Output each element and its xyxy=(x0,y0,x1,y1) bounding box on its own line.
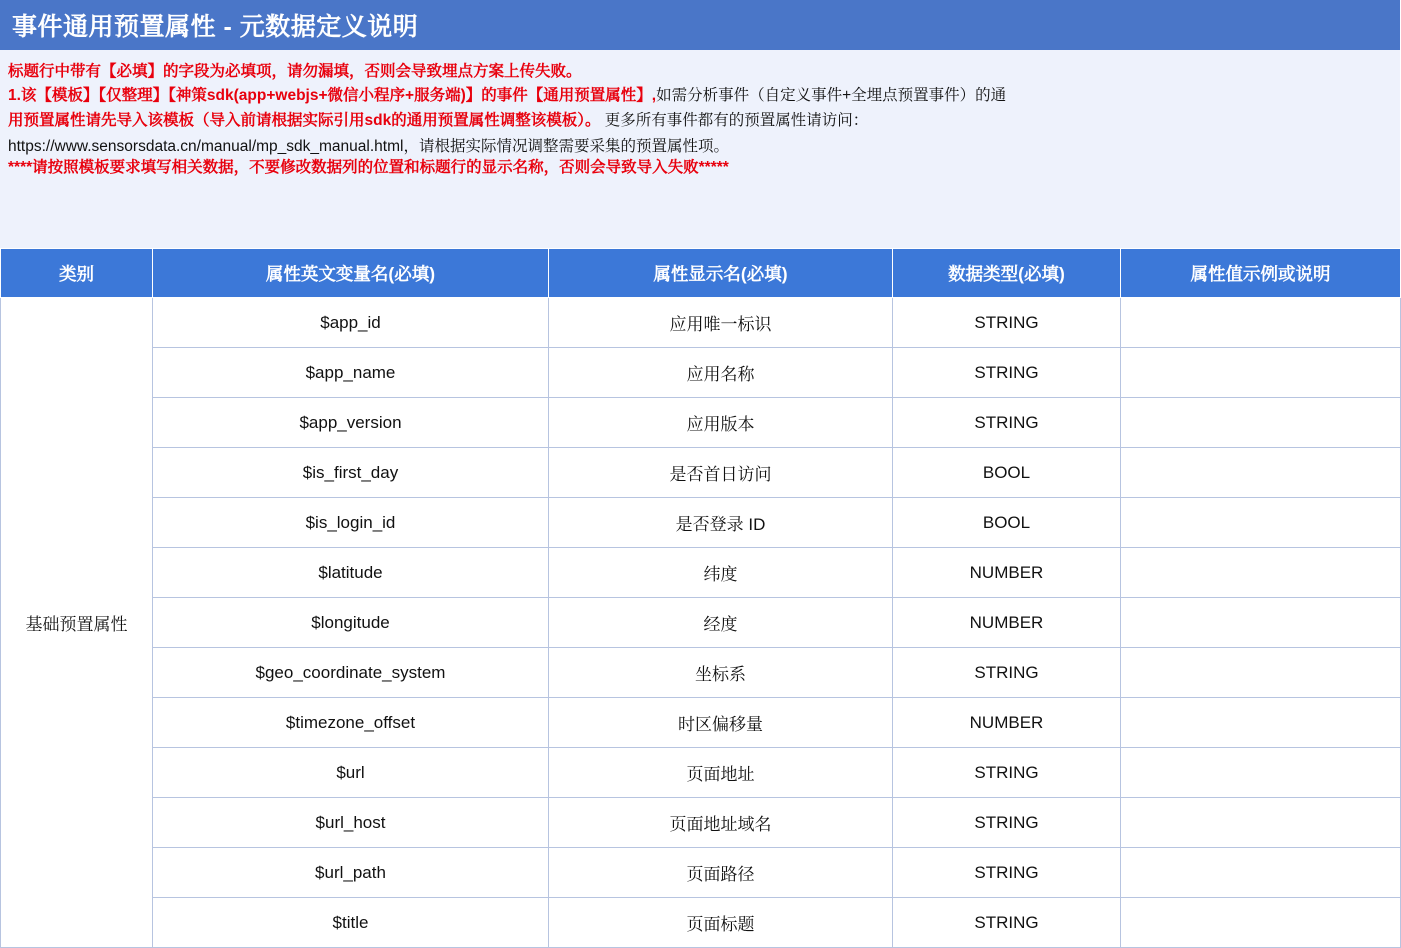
cell-variable-name: $app_version xyxy=(153,398,549,448)
cell-data-type: STRING xyxy=(893,398,1121,448)
cell-variable-name: $is_first_day xyxy=(153,448,549,498)
cell-display-name: 应用版本 xyxy=(549,398,893,448)
note-template-description xyxy=(8,84,1392,109)
cell-display-name: 页面路径 xyxy=(549,848,893,898)
column-header-display-name: 属性显示名(必填) xyxy=(549,249,893,298)
note-template-import-bold: 用预置属性请先导入该模板（导入前请根据实际引用sdk的通用预置属性调整该模板）。 xyxy=(8,111,601,129)
cell-data-type: NUMBER xyxy=(893,598,1121,648)
table-row xyxy=(1,798,1401,848)
cell-display-name: 页面地址 xyxy=(549,748,893,798)
cell-example xyxy=(1121,748,1401,798)
table-row xyxy=(1,398,1401,448)
cell-display-name: 是否首日访问 xyxy=(549,448,893,498)
cell-display-name: 应用唯一标识 xyxy=(549,298,893,348)
cell-example xyxy=(1121,848,1401,898)
table-row xyxy=(1,298,1401,348)
cell-variable-name: $app_id xyxy=(153,298,549,348)
column-header-data-type: 数据类型(必填) xyxy=(893,249,1121,298)
cell-example xyxy=(1121,698,1401,748)
cell-variable-name: $is_login_id xyxy=(153,498,549,548)
cell-variable-name: $url_host xyxy=(153,798,549,848)
cell-variable-name: $url_path xyxy=(153,848,549,898)
page-title: 事件通用预置属性 - 元数据定义说明 xyxy=(12,13,419,41)
cell-display-name: 应用名称 xyxy=(549,348,893,398)
cell-display-name: 纬度 xyxy=(549,548,893,598)
cell-data-type: NUMBER xyxy=(893,698,1121,748)
cell-variable-name: $geo_coordinate_system xyxy=(153,648,549,698)
cell-data-type: STRING xyxy=(893,648,1121,698)
table-row xyxy=(1,748,1401,798)
table-row xyxy=(1,448,1401,498)
cell-variable-name: $app_name xyxy=(153,348,549,398)
cell-data-type: BOOL xyxy=(893,498,1121,548)
note-required-warning: 标题行中带有【必填】的字段为必填项，请勿漏填，否则会导致埋点方案上传失败。 xyxy=(8,63,582,80)
cell-display-name: 是否登录 ID xyxy=(549,498,893,548)
table-row xyxy=(1,548,1401,598)
column-header-variable-name: 属性英文变量名(必填) xyxy=(153,249,549,298)
note-template-description-rest: 如需分析事件（自定义事件+全埋点预置事件）的通 xyxy=(656,87,1007,105)
cell-example xyxy=(1121,298,1401,348)
table-row xyxy=(1,348,1401,398)
note-template-import-rest: 更多所有事件都有的预置属性请访问： xyxy=(600,111,869,129)
cell-example xyxy=(1121,798,1401,848)
cell-example xyxy=(1121,548,1401,598)
note-template-import xyxy=(8,109,1392,134)
cell-data-type: STRING xyxy=(893,898,1121,948)
column-header-example: 属性值示例或说明 xyxy=(1121,249,1401,298)
cell-variable-name: $latitude xyxy=(153,548,549,598)
column-header-category: 类别 xyxy=(1,249,153,298)
cell-data-type: BOOL xyxy=(893,448,1121,498)
cell-example xyxy=(1121,648,1401,698)
note-do-not-modify: ****请按照模板要求填写相关数据，不要修改数据列的位置和标题行的显示名称，否则会导致导入失败***** xyxy=(8,158,729,176)
category-cell: 基础预置属性 xyxy=(1,298,153,948)
cell-data-type: STRING xyxy=(893,798,1121,848)
cell-variable-name: $timezone_offset xyxy=(153,698,549,748)
notes-block xyxy=(0,50,1400,248)
cell-display-name: 页面地址域名 xyxy=(549,798,893,848)
metadata-table xyxy=(0,248,1401,948)
cell-example xyxy=(1121,448,1401,498)
table-row xyxy=(1,848,1401,898)
cell-data-type: STRING xyxy=(893,848,1121,898)
cell-data-type: STRING xyxy=(893,298,1121,348)
cell-data-type: NUMBER xyxy=(893,548,1121,598)
table-header-row xyxy=(1,249,1401,298)
table-row xyxy=(1,698,1401,748)
cell-variable-name: $title xyxy=(153,898,549,948)
table-row xyxy=(1,598,1401,648)
cell-display-name: 页面标题 xyxy=(549,898,893,948)
note-template-description-bold: 1.该【模板】【仅整理】【神策sdk(app+webjs+微信小程序+服务端)】的事件【通用预置属性】, xyxy=(8,87,657,105)
cell-example xyxy=(1121,598,1401,648)
cell-variable-name: $url xyxy=(153,748,549,798)
table-body xyxy=(1,298,1401,948)
table-row xyxy=(1,648,1401,698)
cell-example xyxy=(1121,898,1401,948)
cell-display-name: 坐标系 xyxy=(549,648,893,698)
cell-display-name: 时区偏移量 xyxy=(549,698,893,748)
cell-variable-name: $longitude xyxy=(153,598,549,648)
table-row xyxy=(1,898,1401,948)
cell-example xyxy=(1121,498,1401,548)
cell-data-type: STRING xyxy=(893,348,1121,398)
cell-example xyxy=(1121,398,1401,448)
note-manual-url: https://www.sensorsdata.cn/manual/mp_sdk_manual.html，请根据实际情况调整需要采集的预置属性项。 xyxy=(8,137,729,155)
page-title-bar xyxy=(0,0,1400,50)
cell-example xyxy=(1121,348,1401,398)
table-row xyxy=(1,498,1401,548)
cell-display-name: 经度 xyxy=(549,598,893,648)
cell-data-type: STRING xyxy=(893,748,1121,798)
